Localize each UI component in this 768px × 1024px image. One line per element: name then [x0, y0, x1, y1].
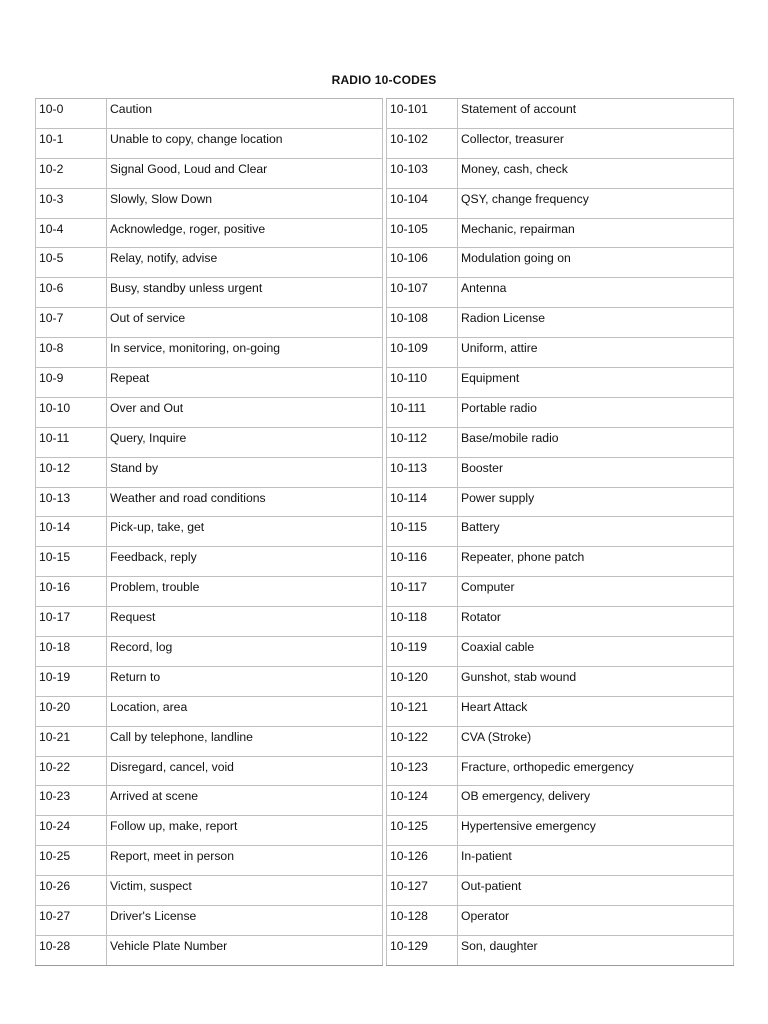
meaning-cell: Record, log: [107, 637, 383, 667]
table-row: [36, 666, 383, 696]
meaning-cell: Mechanic, repairman: [458, 218, 734, 248]
code-cell: 10-18: [36, 637, 107, 667]
table-row: [36, 248, 383, 278]
meaning-cell: Statement of account: [458, 99, 734, 128]
table-row: [387, 696, 734, 726]
table-row: [387, 517, 734, 547]
meaning-cell: Signal Good, Loud and Clear: [107, 158, 383, 188]
table-row: [387, 816, 734, 846]
meaning-cell: In service, monitoring, on-going: [107, 338, 383, 368]
meaning-cell: Equipment: [458, 368, 734, 398]
codes-table-left-body: [36, 99, 383, 965]
table-row: [36, 278, 383, 308]
code-cell: 10-20: [36, 696, 107, 726]
meaning-cell: Coaxial cable: [458, 637, 734, 667]
table-row: [36, 308, 383, 338]
table-row: [36, 397, 383, 427]
table-row: [387, 397, 734, 427]
code-cell: 10-4: [36, 218, 107, 248]
code-cell: 10-114: [387, 487, 458, 517]
table-row: [387, 368, 734, 398]
code-cell: 10-119: [387, 637, 458, 667]
code-cell: 10-121: [387, 696, 458, 726]
code-cell: 10-19: [36, 666, 107, 696]
code-cell: 10-125: [387, 816, 458, 846]
table-row: [387, 278, 734, 308]
meaning-cell: OB emergency, delivery: [458, 786, 734, 816]
meaning-cell: Hypertensive emergency: [458, 816, 734, 846]
code-cell: 10-129: [387, 935, 458, 965]
meaning-cell: Battery: [458, 517, 734, 547]
table-row: [387, 188, 734, 218]
table-row: [36, 547, 383, 577]
code-cell: 10-110: [387, 368, 458, 398]
code-cell: 10-10: [36, 397, 107, 427]
code-cell: 10-13: [36, 487, 107, 517]
code-cell: 10-6: [36, 278, 107, 308]
meaning-cell: Fracture, orthopedic emergency: [458, 756, 734, 786]
meaning-cell: Radion License: [458, 308, 734, 338]
codes-table-left: [35, 98, 383, 966]
meaning-cell: Son, daughter: [458, 935, 734, 965]
meaning-cell: Booster: [458, 457, 734, 487]
meaning-cell: Acknowledge, roger, positive: [107, 218, 383, 248]
meaning-cell: Driver's License: [107, 906, 383, 936]
code-cell: 10-1: [36, 128, 107, 158]
code-cell: 10-3: [36, 188, 107, 218]
code-cell: 10-0: [36, 99, 107, 128]
meaning-cell: Power supply: [458, 487, 734, 517]
code-cell: 10-5: [36, 248, 107, 278]
table-row: [36, 158, 383, 188]
table-row: [387, 487, 734, 517]
table-row: [387, 218, 734, 248]
code-cell: 10-120: [387, 666, 458, 696]
table-row: [36, 846, 383, 876]
table-row: [36, 128, 383, 158]
meaning-cell: Pick-up, take, get: [107, 517, 383, 547]
table-row: [387, 158, 734, 188]
meaning-cell: Follow up, make, report: [107, 816, 383, 846]
meaning-cell: Modulation going on: [458, 248, 734, 278]
table-row: [36, 99, 383, 128]
code-cell: 10-117: [387, 577, 458, 607]
meaning-cell: Busy, standby unless urgent: [107, 278, 383, 308]
code-cell: 10-22: [36, 756, 107, 786]
meaning-cell: Caution: [107, 99, 383, 128]
code-cell: 10-26: [36, 876, 107, 906]
meaning-cell: In-patient: [458, 846, 734, 876]
page-title: RADIO 10-CODES: [331, 73, 437, 87]
code-cell: 10-12: [36, 457, 107, 487]
meaning-cell: Disregard, cancel, void: [107, 756, 383, 786]
table-row: [36, 906, 383, 936]
meaning-cell: Gunshot, stab wound: [458, 666, 734, 696]
code-cell: 10-8: [36, 338, 107, 368]
table-row: [387, 457, 734, 487]
table-row: [387, 726, 734, 756]
code-cell: 10-23: [36, 786, 107, 816]
table-row: [387, 756, 734, 786]
meaning-cell: Weather and road conditions: [107, 487, 383, 517]
meaning-cell: Arrived at scene: [107, 786, 383, 816]
table-row: [36, 218, 383, 248]
code-cell: 10-24: [36, 816, 107, 846]
meaning-cell: Location, area: [107, 696, 383, 726]
table-row: [36, 637, 383, 667]
meaning-cell: Base/mobile radio: [458, 427, 734, 457]
table-row: [36, 607, 383, 637]
table-row: [387, 935, 734, 965]
code-cell: 10-2: [36, 158, 107, 188]
table-row: [387, 786, 734, 816]
meaning-cell: QSY, change frequency: [458, 188, 734, 218]
code-cell: 10-128: [387, 906, 458, 936]
table-row: [36, 368, 383, 398]
table-row: [387, 637, 734, 667]
table-row: [387, 338, 734, 368]
meaning-cell: Portable radio: [458, 397, 734, 427]
table-row: [387, 547, 734, 577]
table-row: [387, 427, 734, 457]
table-row: [36, 427, 383, 457]
code-cell: 10-101: [387, 99, 458, 128]
table-row: [387, 666, 734, 696]
meaning-cell: Repeater, phone patch: [458, 547, 734, 577]
table-row: [36, 876, 383, 906]
code-cell: 10-16: [36, 577, 107, 607]
table-row: [36, 517, 383, 547]
code-cell: 10-27: [36, 906, 107, 936]
code-cell: 10-127: [387, 876, 458, 906]
code-cell: 10-112: [387, 427, 458, 457]
code-cell: 10-123: [387, 756, 458, 786]
meaning-cell: Over and Out: [107, 397, 383, 427]
meaning-cell: Call by telephone, landline: [107, 726, 383, 756]
meaning-cell: Request: [107, 607, 383, 637]
meaning-cell: Heart Attack: [458, 696, 734, 726]
meaning-cell: Money, cash, check: [458, 158, 734, 188]
code-cell: 10-126: [387, 846, 458, 876]
table-row: [387, 876, 734, 906]
table-row: [387, 308, 734, 338]
meaning-cell: Repeat: [107, 368, 383, 398]
table-row: [36, 816, 383, 846]
meaning-cell: Stand by: [107, 457, 383, 487]
code-cell: 10-106: [387, 248, 458, 278]
table-row: [387, 128, 734, 158]
code-cell: 10-25: [36, 846, 107, 876]
table-row: [36, 935, 383, 965]
code-cell: 10-116: [387, 547, 458, 577]
meaning-cell: Operator: [458, 906, 734, 936]
table-row: [36, 487, 383, 517]
table-row: [36, 786, 383, 816]
meaning-cell: Uniform, attire: [458, 338, 734, 368]
meaning-cell: Collector, treasurer: [458, 128, 734, 158]
meaning-cell: Return to: [107, 666, 383, 696]
code-cell: 10-104: [387, 188, 458, 218]
table-row: [36, 577, 383, 607]
meaning-cell: Out-patient: [458, 876, 734, 906]
meaning-cell: Unable to copy, change location: [107, 128, 383, 158]
code-cell: 10-21: [36, 726, 107, 756]
meaning-cell: Query, Inquire: [107, 427, 383, 457]
table-row: [387, 846, 734, 876]
meaning-cell: Vehicle Plate Number: [107, 935, 383, 965]
code-cell: 10-115: [387, 517, 458, 547]
code-cell: 10-17: [36, 607, 107, 637]
code-cell: 10-118: [387, 607, 458, 637]
code-cell: 10-109: [387, 338, 458, 368]
meaning-cell: Antenna: [458, 278, 734, 308]
meaning-cell: Victim, suspect: [107, 876, 383, 906]
table-row: [36, 756, 383, 786]
code-cell: 10-9: [36, 368, 107, 398]
meaning-cell: Out of service: [107, 308, 383, 338]
table-row: [387, 906, 734, 936]
table-row: [36, 457, 383, 487]
code-cell: 10-124: [387, 786, 458, 816]
meaning-cell: Report, meet in person: [107, 846, 383, 876]
code-cell: 10-7: [36, 308, 107, 338]
table-row: [387, 248, 734, 278]
codes-table-right: [386, 98, 734, 966]
code-cell: 10-28: [36, 935, 107, 965]
code-cell: 10-111: [387, 397, 458, 427]
table-row: [36, 726, 383, 756]
table-row: [387, 99, 734, 128]
table-row: [387, 577, 734, 607]
code-cell: 10-103: [387, 158, 458, 188]
meaning-cell: Feedback, reply: [107, 547, 383, 577]
meaning-cell: Problem, trouble: [107, 577, 383, 607]
table-row: [36, 188, 383, 218]
table-row: [387, 607, 734, 637]
meaning-cell: Slowly, Slow Down: [107, 188, 383, 218]
codes-table-right-body: [387, 99, 734, 965]
meaning-cell: Rotator: [458, 607, 734, 637]
table-row: [36, 696, 383, 726]
meaning-cell: CVA (Stroke): [458, 726, 734, 756]
meaning-cell: Computer: [458, 577, 734, 607]
code-cell: 10-105: [387, 218, 458, 248]
code-cell: 10-14: [36, 517, 107, 547]
code-cell: 10-108: [387, 308, 458, 338]
code-cell: 10-122: [387, 726, 458, 756]
code-cell: 10-11: [36, 427, 107, 457]
code-cell: 10-107: [387, 278, 458, 308]
table-row: [36, 338, 383, 368]
code-cell: 10-113: [387, 457, 458, 487]
code-cell: 10-102: [387, 128, 458, 158]
meaning-cell: Relay, notify, advise: [107, 248, 383, 278]
code-cell: 10-15: [36, 547, 107, 577]
